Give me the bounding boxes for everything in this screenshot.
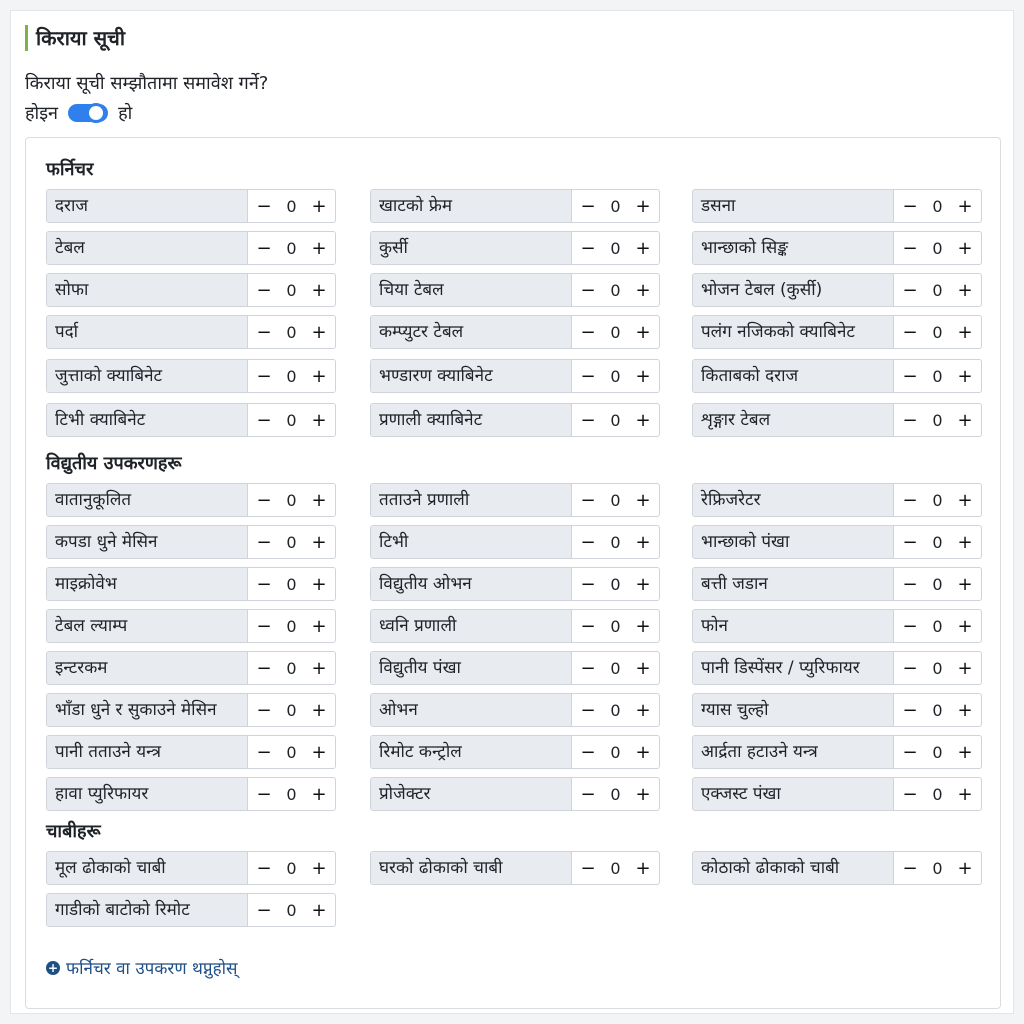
increment-button[interactable]: + — [635, 699, 651, 721]
stepper-item — [692, 189, 982, 223]
quantity-stepper — [894, 274, 981, 306]
quantity-stepper — [894, 852, 981, 884]
quantity-value: 0 — [932, 410, 943, 430]
quantity-value: 0 — [932, 784, 943, 804]
quantity-stepper — [894, 568, 981, 600]
increment-button[interactable]: + — [957, 531, 973, 553]
increment-button[interactable]: + — [311, 857, 327, 879]
stepper-item — [46, 777, 336, 811]
item-label: प्रोजेक्टर — [371, 778, 572, 810]
quantity-value: 0 — [286, 410, 297, 430]
decrement-button[interactable]: − — [256, 741, 272, 763]
decrement-button[interactable]: − — [580, 857, 596, 879]
decrement-button[interactable]: − — [580, 741, 596, 763]
quantity-stepper — [248, 404, 335, 436]
section-title-keys: चाबीहरू — [46, 821, 101, 842]
decrement-button[interactable]: − — [256, 237, 272, 259]
quantity-stepper — [248, 484, 335, 516]
stepper-item — [46, 567, 336, 601]
item-label: मूल ढोकाको चाबी — [47, 852, 248, 884]
toggle-off-label: होइन — [25, 103, 59, 124]
quantity-stepper — [894, 360, 981, 392]
increment-button[interactable]: + — [311, 409, 327, 431]
item-label: डसना — [693, 190, 894, 222]
quantity-stepper — [894, 694, 981, 726]
stepper-item — [370, 359, 660, 393]
increment-button[interactable]: + — [311, 657, 327, 679]
decrement-button[interactable]: − — [902, 741, 918, 763]
quantity-value: 0 — [610, 616, 621, 636]
quantity-value: 0 — [286, 784, 297, 804]
increment-button[interactable]: + — [311, 321, 327, 343]
increment-button[interactable]: + — [311, 615, 327, 637]
stepper-item — [370, 609, 660, 643]
increment-button[interactable]: + — [635, 573, 651, 595]
increment-button[interactable]: + — [957, 279, 973, 301]
decrement-button[interactable]: − — [256, 365, 272, 387]
stepper-item — [692, 851, 982, 885]
increment-button[interactable]: + — [635, 741, 651, 763]
decrement-button[interactable]: − — [256, 573, 272, 595]
increment-button[interactable]: + — [957, 237, 973, 259]
quantity-stepper — [248, 852, 335, 884]
decrement-button[interactable]: − — [580, 321, 596, 343]
decrement-button[interactable]: − — [256, 899, 272, 921]
quantity-stepper — [894, 736, 981, 768]
decrement-button[interactable]: − — [256, 489, 272, 511]
decrement-button[interactable]: − — [580, 699, 596, 721]
quantity-value: 0 — [610, 322, 621, 342]
increment-button[interactable]: + — [311, 573, 327, 595]
quantity-value: 0 — [610, 490, 621, 510]
increment-button[interactable]: + — [311, 741, 327, 763]
quantity-value: 0 — [286, 658, 297, 678]
item-label: टिभी — [371, 526, 572, 558]
decrement-button[interactable]: − — [256, 783, 272, 805]
item-label: चिया टेबल — [371, 274, 572, 306]
increment-button[interactable]: + — [635, 657, 651, 679]
stepper-item — [46, 609, 336, 643]
quantity-value: 0 — [286, 616, 297, 636]
decrement-button[interactable]: − — [902, 573, 918, 595]
item-label: कम्प्युटर टेबल — [371, 316, 572, 348]
item-label: पलंग नजिकको क्याबिनेट — [693, 316, 894, 348]
stepper-item — [692, 359, 982, 393]
item-label: रिमोट कन्ट्रोल — [371, 736, 572, 768]
quantity-value: 0 — [286, 196, 297, 216]
stepper-item — [692, 693, 982, 727]
decrement-button[interactable]: − — [902, 489, 918, 511]
increment-button[interactable]: + — [957, 857, 973, 879]
item-label: एक्जस्ट पंखा — [693, 778, 894, 810]
quantity-value: 0 — [286, 858, 297, 878]
item-label: टिभी क्याबिनेट — [47, 404, 248, 436]
quantity-stepper — [572, 360, 659, 392]
quantity-stepper — [572, 610, 659, 642]
decrement-button[interactable]: − — [902, 857, 918, 879]
stepper-item — [46, 315, 336, 349]
stepper-item — [692, 777, 982, 811]
quantity-stepper — [572, 232, 659, 264]
quantity-stepper — [572, 568, 659, 600]
stepper-item — [370, 403, 660, 437]
stepper-item — [692, 609, 982, 643]
stepper-item — [370, 273, 660, 307]
quantity-stepper — [572, 484, 659, 516]
quantity-stepper — [894, 232, 981, 264]
item-label: कपडा धुने मेसिन — [47, 526, 248, 558]
quantity-value: 0 — [610, 700, 621, 720]
item-label: ध्वनि प्रणाली — [371, 610, 572, 642]
decrement-button[interactable]: − — [256, 195, 272, 217]
item-label: विद्युतीय पंखा — [371, 652, 572, 684]
increment-button[interactable]: + — [635, 531, 651, 553]
quantity-value: 0 — [286, 900, 297, 920]
item-label: जुत्ताको क्याबिनेट — [47, 360, 248, 392]
quantity-value: 0 — [932, 574, 943, 594]
quantity-value: 0 — [610, 858, 621, 878]
quantity-stepper — [572, 736, 659, 768]
quantity-stepper — [248, 694, 335, 726]
quantity-stepper — [572, 652, 659, 684]
quantity-value: 0 — [932, 616, 943, 636]
increment-button[interactable]: + — [635, 857, 651, 879]
increment-button[interactable]: + — [957, 657, 973, 679]
quantity-stepper — [894, 526, 981, 558]
item-label: पानी डिस्पेंसर / प्युरिफायर — [693, 652, 894, 684]
decrement-button[interactable]: − — [256, 699, 272, 721]
quantity-stepper — [572, 190, 659, 222]
increment-button[interactable]: + — [311, 699, 327, 721]
stepper-item — [692, 273, 982, 307]
decrement-button[interactable]: − — [902, 321, 918, 343]
quantity-value: 0 — [286, 238, 297, 258]
quantity-value: 0 — [610, 366, 621, 386]
item-label: विद्युतीय ओभन — [371, 568, 572, 600]
item-label: भाँडा धुने र सुकाउने मेसिन — [47, 694, 248, 726]
stepper-item — [692, 567, 982, 601]
increment-button[interactable]: + — [311, 237, 327, 259]
item-label: हावा प्युरिफायर — [47, 778, 248, 810]
quantity-stepper — [894, 316, 981, 348]
item-label: शृङ्गार टेबल — [693, 404, 894, 436]
quantity-stepper — [572, 274, 659, 306]
decrement-button[interactable]: − — [580, 573, 596, 595]
decrement-button[interactable]: − — [580, 279, 596, 301]
item-label: भान्छाको पंखा — [693, 526, 894, 558]
quantity-stepper — [248, 316, 335, 348]
decrement-button[interactable]: − — [256, 657, 272, 679]
stepper-item — [370, 777, 660, 811]
quantity-stepper — [248, 232, 335, 264]
item-label: फोन — [693, 610, 894, 642]
rental-list-page — [10, 10, 1014, 1014]
quantity-value: 0 — [610, 196, 621, 216]
quantity-stepper — [572, 852, 659, 884]
quantity-value: 0 — [932, 238, 943, 258]
increment-button[interactable]: + — [957, 741, 973, 763]
quantity-stepper — [572, 694, 659, 726]
stepper-item — [692, 231, 982, 265]
item-label: टेबल ल्याम्प — [47, 610, 248, 642]
decrement-button[interactable]: − — [902, 195, 918, 217]
decrement-button[interactable]: − — [580, 657, 596, 679]
stepper-item — [692, 651, 982, 685]
quantity-value: 0 — [932, 322, 943, 342]
increment-button[interactable]: + — [311, 365, 327, 387]
increment-button[interactable]: + — [635, 783, 651, 805]
item-label: भोजन टेबल (कुर्सी) — [693, 274, 894, 306]
decrement-button[interactable]: − — [580, 489, 596, 511]
item-label: सोफा — [47, 274, 248, 306]
quantity-stepper — [894, 484, 981, 516]
decrement-button[interactable]: − — [902, 409, 918, 431]
increment-button[interactable]: + — [957, 365, 973, 387]
quantity-value: 0 — [932, 490, 943, 510]
stepper-item — [46, 403, 336, 437]
quantity-value: 0 — [610, 532, 621, 552]
quantity-stepper — [894, 190, 981, 222]
inventory-card — [25, 137, 1001, 1009]
item-label: रेफ्रिजरेटर — [693, 484, 894, 516]
quantity-value: 0 — [286, 366, 297, 386]
decrement-button[interactable]: − — [580, 783, 596, 805]
decrement-button[interactable]: − — [902, 699, 918, 721]
stepper-item — [46, 735, 336, 769]
stepper-item — [692, 483, 982, 517]
section-title-furniture: फर्निचर — [46, 159, 94, 180]
increment-button[interactable]: + — [957, 699, 973, 721]
stepper-item — [46, 189, 336, 223]
quantity-stepper — [894, 610, 981, 642]
quantity-value: 0 — [286, 742, 297, 762]
quantity-stepper — [572, 526, 659, 558]
quantity-stepper — [248, 190, 335, 222]
stepper-item — [692, 735, 982, 769]
decrement-button[interactable]: − — [256, 321, 272, 343]
stepper-item — [370, 693, 660, 727]
decrement-button[interactable]: − — [580, 409, 596, 431]
decrement-button[interactable]: − — [902, 279, 918, 301]
quantity-stepper — [894, 652, 981, 684]
decrement-button[interactable]: − — [902, 365, 918, 387]
stepper-item — [692, 315, 982, 349]
stepper-item — [370, 315, 660, 349]
decrement-button[interactable]: − — [902, 657, 918, 679]
quantity-stepper — [894, 778, 981, 810]
stepper-item — [692, 525, 982, 559]
decrement-button[interactable]: − — [902, 237, 918, 259]
stepper-item — [370, 567, 660, 601]
quantity-value: 0 — [286, 280, 297, 300]
quantity-value: 0 — [932, 700, 943, 720]
decrement-button[interactable]: − — [902, 615, 918, 637]
quantity-value: 0 — [610, 742, 621, 762]
toggle-on-label: हो — [118, 103, 133, 124]
increment-button[interactable]: + — [957, 321, 973, 343]
stepper-item — [46, 525, 336, 559]
stepper-item — [46, 851, 336, 885]
stepper-item — [370, 231, 660, 265]
stepper-item — [46, 359, 336, 393]
increment-button[interactable]: + — [311, 489, 327, 511]
increment-button[interactable]: + — [957, 783, 973, 805]
plus-circle-icon: + — [47, 960, 59, 975]
increment-button[interactable]: + — [957, 489, 973, 511]
increment-button[interactable]: + — [957, 195, 973, 217]
increment-button[interactable]: + — [635, 321, 651, 343]
quantity-value: 0 — [932, 532, 943, 552]
quantity-stepper — [572, 316, 659, 348]
increment-button[interactable]: + — [311, 783, 327, 805]
stepper-item — [46, 893, 336, 927]
decrement-button[interactable]: − — [580, 365, 596, 387]
increment-button[interactable]: + — [635, 365, 651, 387]
item-label: गाडीको बाटोको रिमोट — [47, 894, 248, 926]
quantity-value: 0 — [932, 196, 943, 216]
stepper-item — [370, 735, 660, 769]
quantity-value: 0 — [610, 784, 621, 804]
item-label: ग्यास चुल्हो — [693, 694, 894, 726]
quantity-value: 0 — [610, 658, 621, 678]
item-label: माइक्रोवेभ — [47, 568, 248, 600]
decrement-button[interactable]: − — [256, 531, 272, 553]
quantity-stepper — [248, 778, 335, 810]
section-title-electrical: विद्युतीय उपकरणहरू — [46, 453, 182, 474]
item-label: वातानुकूलित — [47, 484, 248, 516]
increment-button[interactable]: + — [311, 279, 327, 301]
quantity-stepper — [248, 652, 335, 684]
quantity-stepper — [894, 404, 981, 436]
item-label: कोठाको ढोकाको चाबी — [693, 852, 894, 884]
quantity-stepper — [248, 610, 335, 642]
item-label: आर्द्रता हटाउने यन्त्र — [693, 736, 894, 768]
item-label: पर्दा — [47, 316, 248, 348]
quantity-value: 0 — [286, 700, 297, 720]
decrement-button[interactable]: − — [902, 531, 918, 553]
item-label: टेबल — [47, 232, 248, 264]
quantity-value: 0 — [932, 280, 943, 300]
toggle-knob — [86, 103, 106, 123]
item-label: तताउने प्रणाली — [371, 484, 572, 516]
page-title: किराया सूची — [25, 25, 125, 51]
include-question: किराया सूची सम्झौतामा समावेश गर्ने? — [25, 73, 269, 94]
quantity-value: 0 — [610, 238, 621, 258]
stepper-item — [46, 273, 336, 307]
item-label: कुर्सी — [371, 232, 572, 264]
decrement-button[interactable]: − — [580, 237, 596, 259]
include-toggle-switch[interactable] — [68, 104, 108, 122]
quantity-value: 0 — [286, 322, 297, 342]
add-item-label: फर्निचर वा उपकरण थप्नुहोस् — [66, 959, 238, 979]
item-label: खाटको फ्रेम — [371, 190, 572, 222]
increment-button[interactable]: + — [957, 409, 973, 431]
decrement-button[interactable]: − — [902, 783, 918, 805]
stepper-item — [46, 651, 336, 685]
quantity-stepper — [248, 894, 335, 926]
item-label: प्रणाली क्याबिनेट — [371, 404, 572, 436]
quantity-value: 0 — [932, 742, 943, 762]
item-label: इन्टरकम — [47, 652, 248, 684]
decrement-button[interactable]: − — [580, 195, 596, 217]
stepper-item — [370, 189, 660, 223]
stepper-item — [370, 483, 660, 517]
quantity-value: 0 — [610, 410, 621, 430]
quantity-stepper — [248, 360, 335, 392]
increment-button[interactable]: + — [635, 237, 651, 259]
increment-button[interactable]: + — [635, 489, 651, 511]
stepper-item — [370, 851, 660, 885]
item-label: ओभन — [371, 694, 572, 726]
quantity-value: 0 — [932, 858, 943, 878]
increment-button[interactable]: + — [635, 615, 651, 637]
stepper-item — [370, 651, 660, 685]
include-toggle-row — [25, 99, 132, 127]
stepper-item — [46, 231, 336, 265]
add-item-link[interactable] — [46, 956, 238, 979]
item-label: भण्डारण क्याबिनेट — [371, 360, 572, 392]
increment-button[interactable]: + — [635, 195, 651, 217]
increment-button[interactable]: + — [957, 573, 973, 595]
quantity-stepper — [572, 778, 659, 810]
stepper-item — [370, 525, 660, 559]
item-label: घरको ढोकाको चाबी — [371, 852, 572, 884]
increment-button[interactable]: + — [635, 279, 651, 301]
quantity-value: 0 — [610, 574, 621, 594]
item-label: बत्ती जडान — [693, 568, 894, 600]
stepper-item — [46, 693, 336, 727]
stepper-item — [46, 483, 336, 517]
decrement-button[interactable]: − — [580, 531, 596, 553]
increment-button[interactable]: + — [957, 615, 973, 637]
quantity-stepper — [572, 404, 659, 436]
increment-button[interactable]: + — [311, 899, 327, 921]
quantity-value: 0 — [286, 532, 297, 552]
stepper-item — [692, 403, 982, 437]
decrement-button[interactable]: − — [256, 857, 272, 879]
item-label: भान्छाको सिङ्क — [693, 232, 894, 264]
quantity-stepper — [248, 736, 335, 768]
item-label: दराज — [47, 190, 248, 222]
decrement-button[interactable]: − — [580, 615, 596, 637]
quantity-stepper — [248, 274, 335, 306]
quantity-value: 0 — [286, 574, 297, 594]
quantity-stepper — [248, 568, 335, 600]
quantity-value: 0 — [932, 658, 943, 678]
quantity-value: 0 — [932, 366, 943, 386]
increment-button[interactable]: + — [311, 195, 327, 217]
decrement-button[interactable]: − — [256, 409, 272, 431]
decrement-button[interactable]: − — [256, 279, 272, 301]
item-label: किताबको दराज — [693, 360, 894, 392]
increment-button[interactable]: + — [311, 531, 327, 553]
quantity-stepper — [248, 526, 335, 558]
quantity-value: 0 — [286, 490, 297, 510]
increment-button[interactable]: + — [635, 409, 651, 431]
decrement-button[interactable]: − — [256, 615, 272, 637]
item-label: पानी तताउने यन्त्र — [47, 736, 248, 768]
quantity-value: 0 — [610, 280, 621, 300]
